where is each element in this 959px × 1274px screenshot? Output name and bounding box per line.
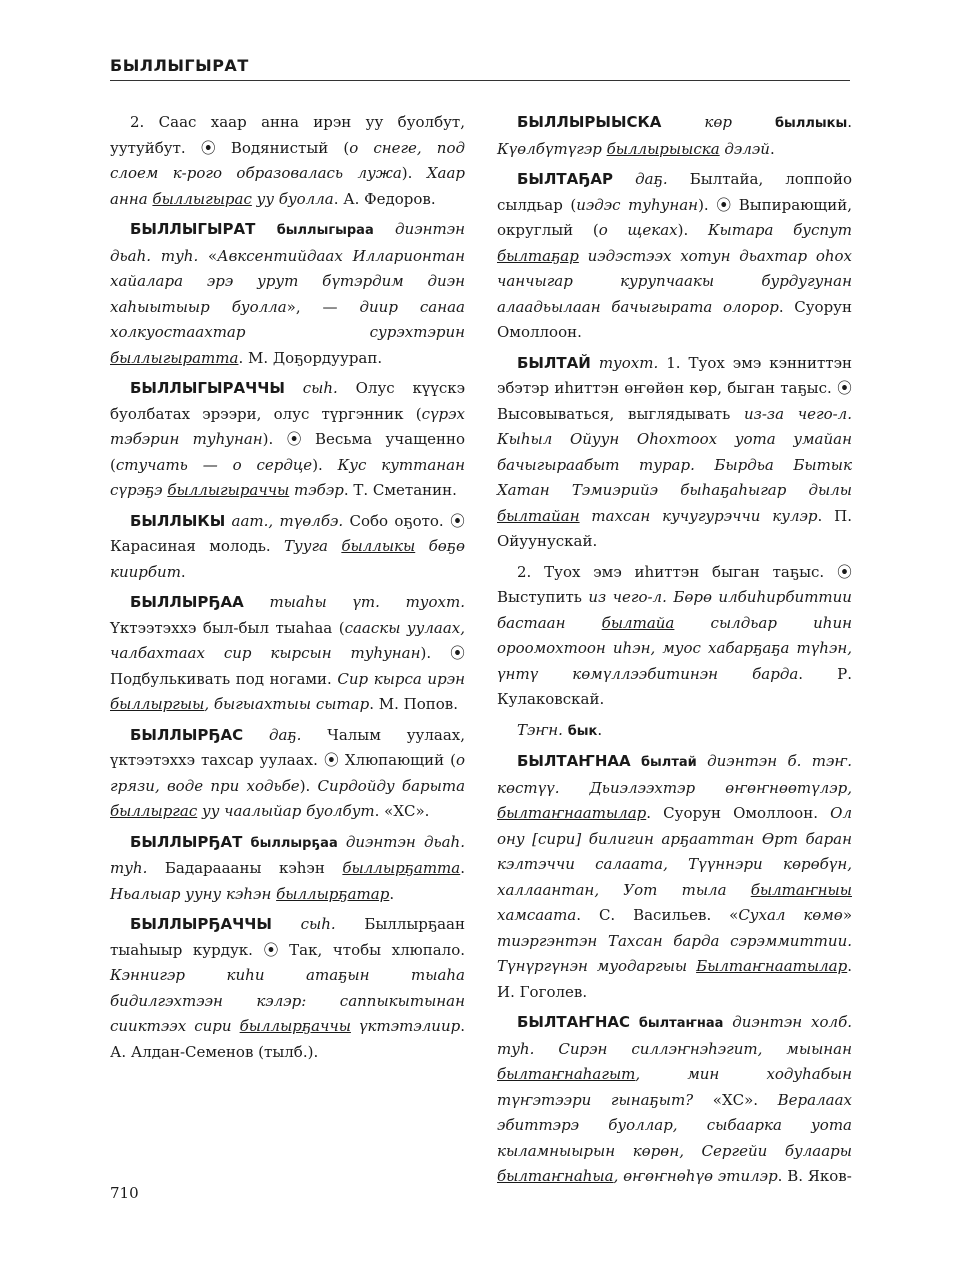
- dictionary-entry: БЫЛТАҤНАА былтай диэнтэн б. тэҥ. көстүү. Дьиэлээхтэр өҥөҥнөөтүлэр, былтаҥнаатылар. Суорун Омоллоон. Ол ону [сири] билигин арҕааттан Өрт баран кэлтэччи салаата, Түүннэри көрөбүн, халлаантан, Уот тыла былтаҥныы хамсаата. С. Васильев. «Сухал көмө» тиэргэнтэн Тахсан барда сэрэммиттии. Түнүргүнэн муодаргыы Былтаҥнаатылар. И. Гоголев.: [497, 752, 852, 1001]
- dictionary-entry: БЫЛЛЫГЫРАЧЧЫ сыһ. Олус күүскэ буолбатах эрээри, олус түргэнник (сүрэх тэбэрин туһунан). ⦿ Весьма учащенно (стучать — о сердце). Кус куттанан сүрэҕэ быллыгыраччы тэбэр. Т. Сметанин.: [110, 379, 465, 499]
- dictionary-entry: БЫЛЛЫРҔАС даҕ. Чалым уулаах, үктээтэххэ тахсар уулаах. ⦿ Хлюпающий (о грязи, воде при ходьбе). Сирдойду барыта быллыргас уу чаалыйар буолбут. «ХС».: [110, 725, 466, 820]
- dictionary-entry: 2. Саас хаар анна ирэн уу буолбут, уутуйбут. ⦿ Водянистый (о снеге, под слоем к-рого образовалась лужа). Хаар анна быллыгырас уу буолла. А. Федоров.: [110, 113, 466, 208]
- right-column: [497, 110, 852, 1195]
- dictionary-entry: БЫЛЛЫРҔАЧЧЫ сыһ. Быллырҕаан тыаһыыр курдук. ⦿ Так, чтобы хлюпало. Кэннигэр киһи атаҕын тыаһа бидилгэхтээн кэлэр: саппыкытынан сииктээх сири быллырҕаччы үктэтэлиир. А. Алдан-Семенов (тылб.).: [110, 915, 465, 1061]
- dictionary-entry: БЫЛЛЫГЫРАТ быллыгыраа диэнтэн дьаһ. туһ. «Авксентийдаах Илларионтан хайалара эрэ урут бүтэрдим диэн хаһыытыыр буолла», — диир санаа холкуостаахтар сурэхтэрин быллыгыратта. М. Доҕордуурап.: [110, 220, 465, 367]
- running-head: БЫЛЛЫГЫРАТ: [110, 56, 249, 75]
- dictionary-entry: БЫЛЛЫРҔАА тыаһы үт. туохт. Үктээтэххэ был-был тыаһаа (сааскы уулаах, чалбахтаах сир кырсын туһунан). ⦿ Подбулькивать под ногами. Сир кырса ирэн быллыргыы, быгыахтыы сытар. М. Попов.: [110, 593, 465, 713]
- page-number: 710: [110, 1184, 139, 1202]
- dictionary-entry: БЫЛТАҔАР даҕ. Былтайа, лоппойо сылдьар (иэдэс туһунан). ⦿ Выпирающий, округлый (о щеках). Кытара буспут былтаҕар иэдэстээх хотун дьахтар оһох чанчыгар курупчаакы бурдугунан алаадьылаан бачыгырата олорор. Суорун Омоллоон.: [497, 170, 852, 341]
- dictionary-entry: БЫЛТАҤНАС былтаҥнаа диэнтэн холб. туһ. Сирэн силлэҥнэһэгит, мыынан былтаҥнаһагыт, мин ходуһабын түҥэтээри гынаҕыт? «ХС». Вералаах эбиттэрэ буоллар, сыбаарка уота кыламныырын көрөн, Сергейи булаары былтаҥнаһыа, өҥөҥнөһүө этилэр. В. Яков-: [497, 1013, 852, 1185]
- dictionary-entry: 2. Туох эмэ иһиттэн быган таҕыс. ⦿ Выступить из чего-л. Бөрө илбиһирбиттии бастаан былтайа сылдьар иһин ороомохтоон иһэн, муос хабарҕаҕа түһэн, үнтү көмүллээбитинэн барда. Р. Кулаковскай.: [497, 562, 852, 708]
- dictionary-entry: Тэҥн. бык.: [517, 720, 603, 739]
- dictionary-entry: БЫЛТАЙ туохт. 1. Туох эмэ кэнниттэн эбэтэр иһиттэн өҥөйөн көр, быган таҕыс. ⦿ Высовываться, выглядывать из-за чего-л. Кыһыл Ойуун Оһохтоох уота умайан бачыгыраабыт турар. Бырдьа Бытык Хатан Тэмиэрийэ быһаҕаһыгар дылы былтайан тахсан кучугурэччи кулэр. П. Ойуунускай.: [497, 353, 852, 550]
- left-column: [110, 110, 465, 1070]
- dictionary-entry: БЫЛЛЫРҔАТ быллырҕаа диэнтэн дьаһ. туһ. Бадараааны кэһэн быллырҕатта. Ньалыар ууну кэһэн быллырҕатар.: [110, 832, 465, 903]
- dictionary-entry: БЫЛЛЫРЫЫСКА көр быллыкы. Күөлбүтүгэр быллырыыска дэлэй.: [497, 113, 852, 158]
- header-rule: [110, 80, 850, 81]
- dictionary-entry: БЫЛЛЫКЫ аат., түөлбэ. Собо оҕото. ⦿ Карасиная молодь. Тууга быллыкы бөҕө киирбит.: [110, 511, 465, 581]
